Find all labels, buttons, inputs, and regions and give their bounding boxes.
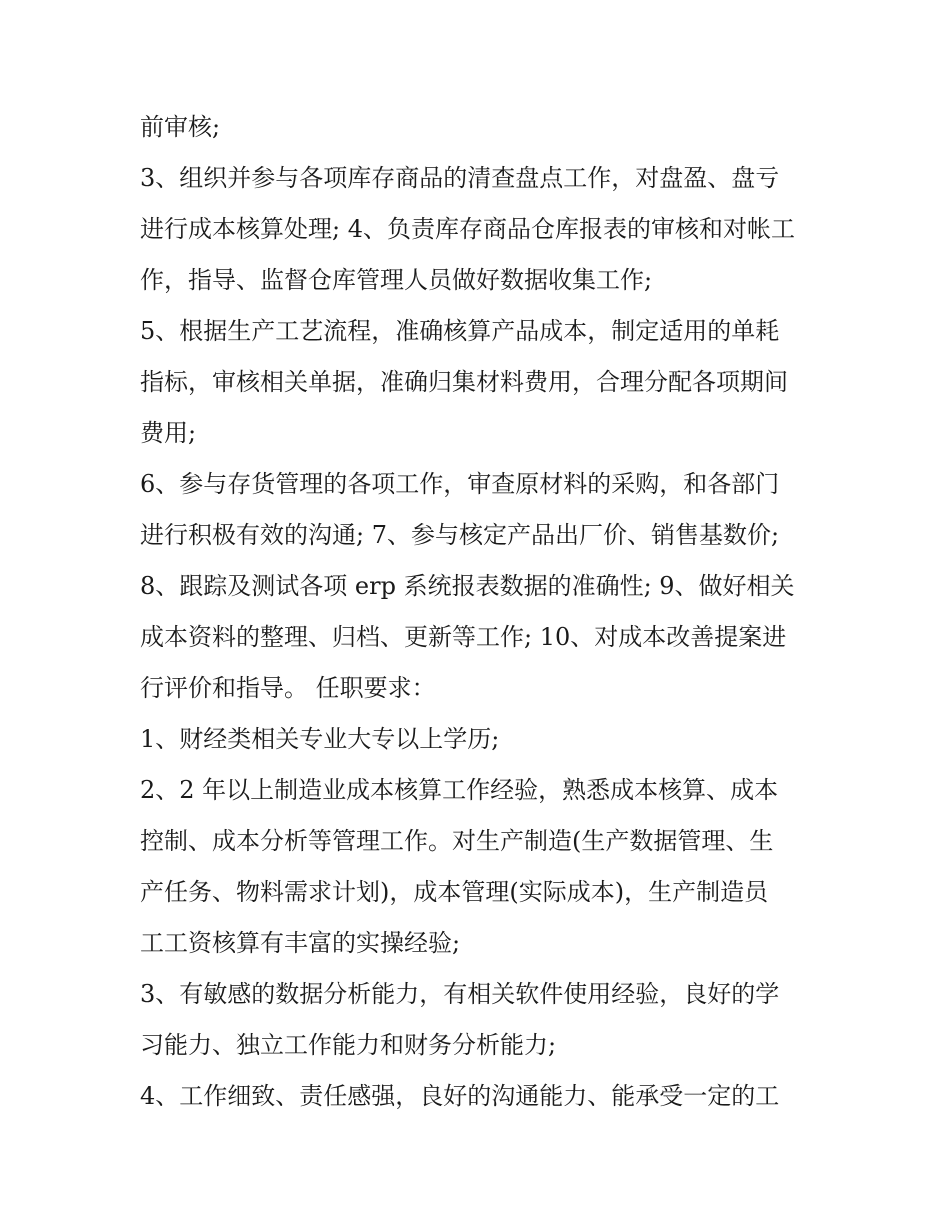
text-line: 4、工作细致、责任感强，良好的沟通能力、能承受一定的工 bbox=[140, 1082, 780, 1110]
text-line: 产任务、物料需求计划)，成本管理(实际成本)，生产制造员 bbox=[140, 878, 769, 906]
text-line: 6、参与存货管理的各项工作，审查原材料的采购，和各部门 bbox=[140, 470, 780, 498]
text-line: 行评价和指导。 任职要求： bbox=[140, 674, 436, 702]
text-line: 2、2 年以上制造业成本核算工作经验，熟悉成本核算、成本 bbox=[140, 776, 779, 804]
text-line: 8、跟踪及测试各项 erp 系统报表数据的准确性; 9、做好相关 bbox=[140, 572, 795, 600]
text-line: 费用; bbox=[140, 419, 197, 447]
text-line: 1、财经类相关专业大专以上学历; bbox=[140, 725, 500, 753]
text-line: 成本资料的整理、归档、更新等工作; 10、对成本改善提案进 bbox=[140, 623, 787, 651]
text-line: 5、根据生产工艺流程，准确核算产品成本，制定适用的单耗 bbox=[140, 317, 780, 345]
text-line: 指标，审核相关单据，准确归集材料费用，合理分配各项期间 bbox=[140, 368, 788, 396]
text-line: 进行积极有效的沟通; 7、参与核定产品出厂价、销售基数价; bbox=[140, 521, 780, 549]
text-line: 作，指导、监督仓库管理人员做好数据收集工作; bbox=[140, 266, 653, 294]
text-line: 工工资核算有丰富的实操经验; bbox=[140, 929, 461, 957]
document-body bbox=[140, 102, 820, 1122]
text-line: 控制、成本分析等管理工作。对生产制造(生产数据管理、生 bbox=[140, 827, 774, 855]
text-line: 3、组织并参与各项库存商品的清查盘点工作，对盘盈、盘亏 bbox=[140, 164, 780, 192]
text-line: 前审核; bbox=[140, 113, 221, 141]
text-line: 习能力、独立工作能力和财务分析能力; bbox=[140, 1031, 557, 1059]
text-line: 进行成本核算处理; 4、负责库存商品仓库报表的审核和对帐工 bbox=[140, 215, 795, 243]
text-line: 3、有敏感的数据分析能力，有相关软件使用经验，良好的学 bbox=[140, 980, 780, 1008]
